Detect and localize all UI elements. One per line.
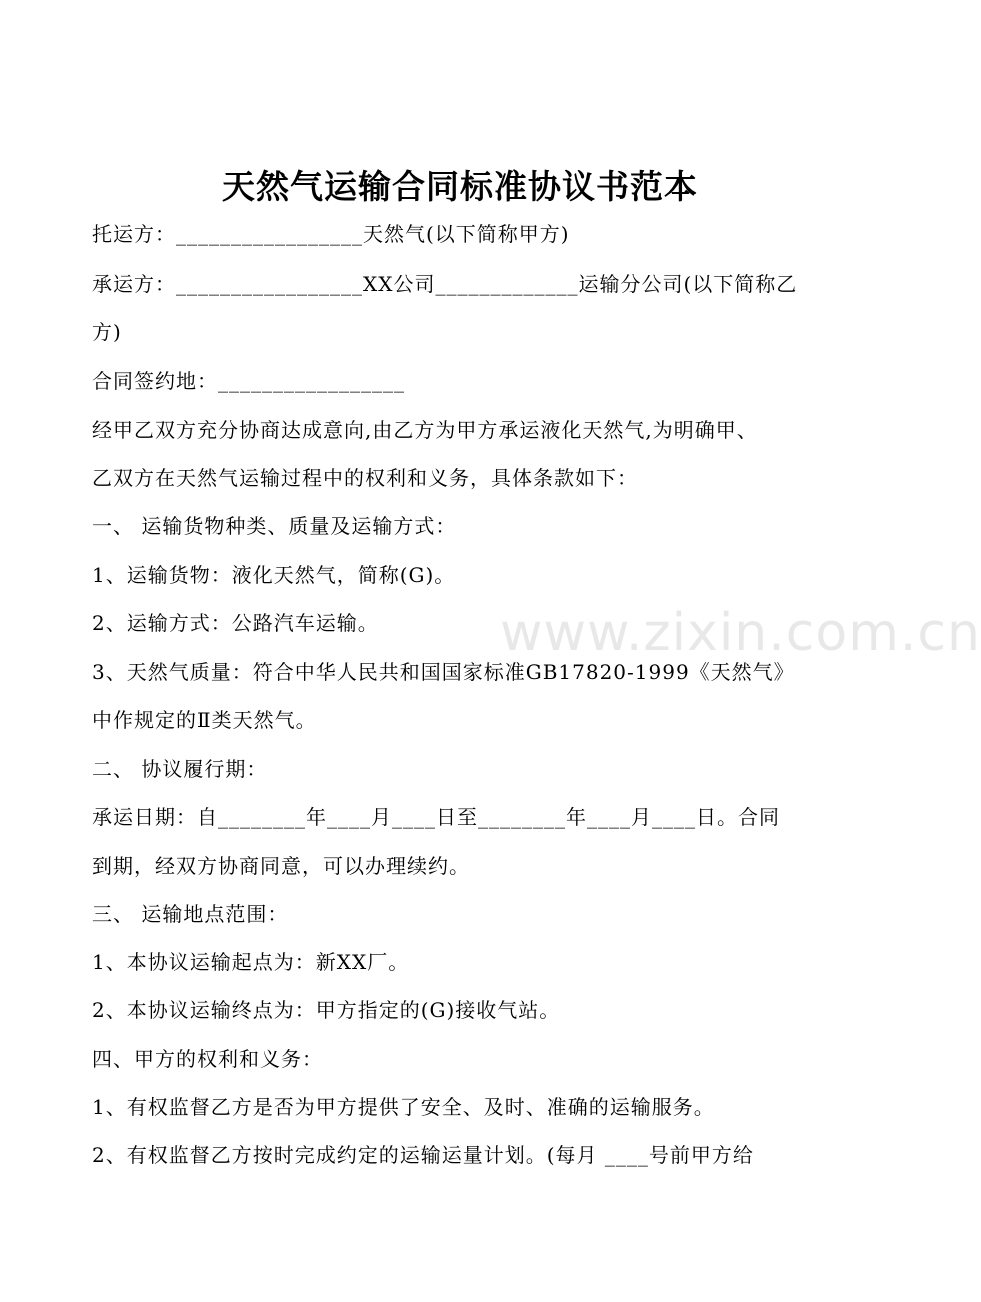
term-line-2: 到期，经双方协商同意，可以办理续约。 [92, 854, 470, 878]
term-line-1: 承运日期：自________年____月____日至________年____月____日。合同 [92, 805, 780, 829]
clause-4-2: 2、有权监督乙方按时完成约定的运输运量计划。(每月 ____号前甲方给 [92, 1143, 754, 1167]
section-2-heading: 二、 协议履行期： [92, 757, 268, 781]
clause-3-1: 1、本协议运输起点为：新XX厂。 [92, 950, 410, 974]
carrier-line: 承运方：_________________XX公司_____________运输分公司(以下简称乙 [92, 272, 798, 296]
signing-place-line: 合同签约地：_________________ [92, 369, 405, 393]
carrier-line-cont: 方) [92, 320, 122, 344]
intro-paragraph-line-2: 乙双方在天然气运输过程中的权利和义务，具体条款如下： [92, 466, 638, 490]
section-4-heading: 四、甲方的权利和义务： [92, 1047, 323, 1071]
clause-4-1: 1、有权监督乙方是否为甲方提供了安全、及时、准确的运输服务。 [92, 1095, 715, 1119]
intro-paragraph-line-1: 经甲乙双方充分协商达成意向,由乙方为甲方承运液化天然气,为明确甲、 [92, 418, 758, 442]
section-3-heading: 三、 运输地点范围： [92, 902, 289, 926]
clause-3-2: 2、本协议运输终点为：甲方指定的(G)接收气站。 [92, 998, 561, 1022]
watermark: www.zixin.com.cn [500, 603, 981, 663]
document-title: 天然气运输合同标准协议书范本 [222, 167, 698, 206]
clause-1-1: 1、运输货物：液化天然气，简称(G)。 [92, 563, 456, 587]
shipper-line: 托运方：_________________天然气(以下简称甲方) [92, 222, 570, 246]
clause-1-2: 2、运输方式：公路汽车运输。 [92, 611, 379, 635]
section-1-heading: 一、 运输货物种类、质量及运输方式： [92, 514, 457, 538]
clause-1-3-cont: 中作规定的Ⅱ类天然气。 [92, 708, 317, 732]
clause-1-3: 3、天然气质量：符合中华人民共和国国家标准GB17820-1999《天然气》 [92, 660, 795, 684]
